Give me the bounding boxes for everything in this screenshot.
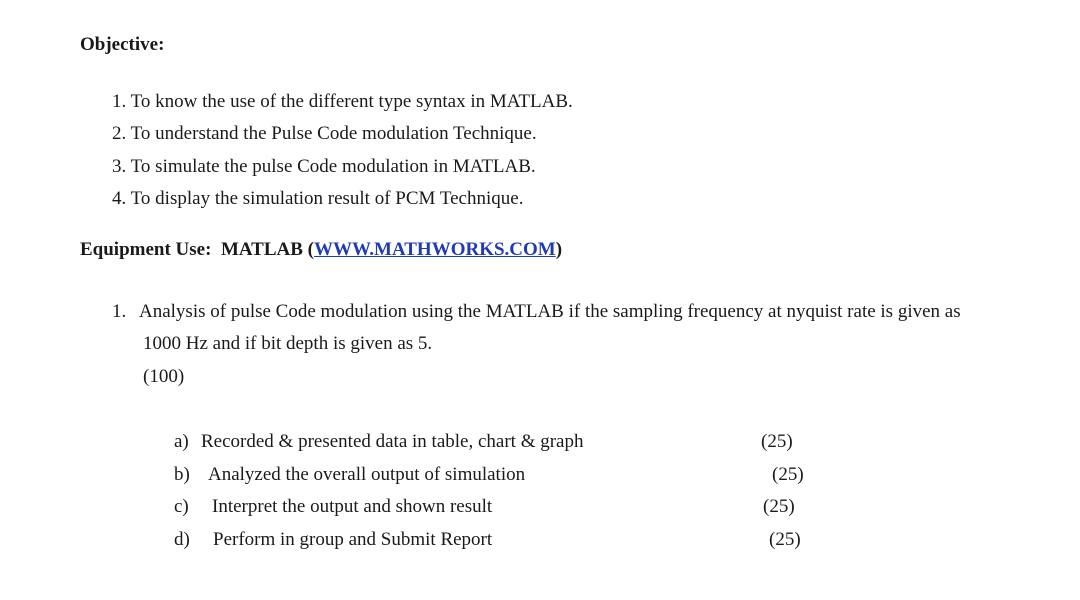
rubric-marks-a: (25) — [761, 431, 793, 452]
rubric-letter-d: d) — [174, 529, 190, 550]
rubric-letter-c: c) — [174, 496, 189, 517]
equipment-paren-open: ( — [307, 239, 314, 260]
task-marks: (100) — [143, 366, 185, 387]
rubric-marks-b: (25) — [772, 464, 804, 485]
equipment-line — [80, 240, 562, 259]
mathworks-link[interactable]: WWW.MATHWORKS.COM — [314, 239, 556, 260]
objective-item-4: 4. To display the simulation result of PCM Technique. — [112, 188, 524, 209]
rubric-marks-c: (25) — [763, 496, 795, 517]
rubric-text-d: Perform in group and Submit Report — [213, 529, 493, 550]
equipment-tool: MATLAB — [220, 239, 303, 260]
rubric-text-c: Interpret the output and shown result — [212, 496, 493, 517]
task-line-1: Analysis of pulse Code modulation using the MATLAB if the sampling frequency at nyquist rate is given as — [139, 301, 961, 322]
equipment-paren-close: ) — [555, 239, 563, 260]
rubric-letter-a: a) — [174, 431, 189, 452]
rubric-letter-b: b) — [174, 464, 190, 485]
task-number: 1. — [112, 301, 127, 322]
task-line-2: 1000 Hz and if bit depth is given as 5. — [143, 333, 433, 354]
equipment-label: Equipment Use: — [80, 239, 212, 260]
rubric-text-b: Analyzed the overall output of simulation — [208, 464, 526, 485]
objective-heading: Objective: — [80, 34, 165, 55]
objective-item-2: 2. To understand the Pulse Code modulation Technique. — [112, 123, 537, 144]
objective-item-3: 3. To simulate the pulse Code modulation in MATLAB. — [112, 156, 536, 177]
rubric-text-a: Recorded & presented data in table, chart & graph — [201, 431, 584, 452]
rubric-marks-d: (25) — [769, 529, 801, 550]
objective-item-1: 1. To know the use of the different type syntax in MATLAB. — [112, 91, 573, 112]
